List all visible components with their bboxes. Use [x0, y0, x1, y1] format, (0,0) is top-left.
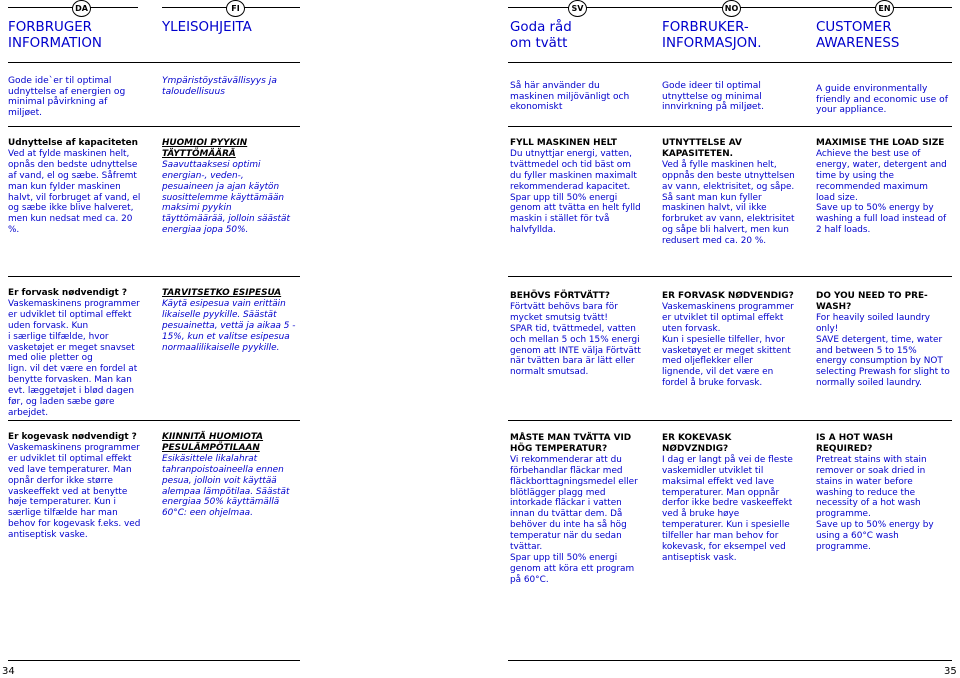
hotwash-heading-fi: KIINNITÄ HUOMIOTA PESULÄMPÖTILAAN — [162, 432, 264, 453]
hotwash-body-no: I dag er langt på vei de fleste vaskemidler utviklet til maksimal effekt ved lave temperaturer. Man oppnår derfor ikke bedre vaskeeffekt ved å bruke høye temperaturer. Kun i spesielle tilfeller har man behov for kokevask, for eksempel ved antiseptisk vask. — [662, 454, 793, 563]
hotwash-body-en: Pretreat stains with stain remover or soak dried in stains in water before washing to reduce the necessity of a hot wash programme. Save up to 50% energy by using a 60°C wash programme. — [816, 454, 934, 553]
intro-no: Gode ideer til optimal utnyttelse og minimal innvirkning på miljøet. — [662, 81, 764, 113]
prewash-heading-sv: BEHÖVS FÖRTVÄTT? — [510, 291, 610, 301]
rule-row1-right — [508, 62, 952, 63]
hotwash-section-no — [662, 433, 796, 564]
load-heading-no: UTNYTTELSE AV KAPASITETEN. — [662, 138, 742, 159]
hotwash-body-fi: Esikäsittele likalahrat tahranpoistoaineella ennen pesua, jolloin voit käyttää alempaa lämpötilaa. Säästät energiaa 50% käyttämällä 60°C: een ohjelmaa. — [162, 453, 290, 519]
intro-sv: Så här använder du maskinen miljövänligt och ekonomiskt — [510, 81, 630, 113]
prewash-heading-en: DO YOU NEED TO PRE-WASH? — [816, 291, 928, 312]
hotwash-heading-no: ER KOKEVASK NØDVZNDIG? — [662, 433, 732, 454]
load-heading-en: MAXIMISE THE LOAD SIZE — [816, 138, 945, 148]
page-number-left: 34 — [2, 666, 15, 677]
prewash-body-no: Vaskemaskinens programmer er utviklet til optimal effekt uten forvask. Kun i spesielle tilfeller, hvor vasketøyet er meget skittent med oljeflekker eller lignende, vil det være en fordel å bruke forvask. — [662, 301, 794, 389]
prewash-body-da: Vaskemaskinens programmer er udviklet til optimal effekt uden forvask. Kun i særlige tilfælde, hvor vasketøjet er meget snavset med olie pletter og lign. vil det være en fordel at benytte forvasken. Man kan evt. læggetøjet i blød dagen før, og laden sæbe gøre arbejdet. — [8, 298, 140, 418]
load-body-sv: Du utnyttjar energi, vatten, tvättmedel och tid bäst om du fyller maskinen maximalt rekommenderad kapacitet. Spar upp till 50% energi genom att tvätta en helt fylld maskin i stället för två halvfyllda. — [510, 148, 641, 236]
load-section-da — [8, 138, 146, 236]
load-body-fi: Saavuttaaksesi optimi energian-, veden-, pesuaineen ja ajan käytön suosittelemme käyttämään maksimi pyykin täyttömäärää, jolloin säästät energiaa jopa 50%. — [162, 159, 290, 236]
rule-row3-right — [508, 276, 952, 277]
load-section-sv — [510, 138, 644, 236]
rule-row2-right — [508, 126, 952, 127]
lang-badge-en: EN — [875, 0, 894, 17]
title-da: FORBRUGER INFORMATION — [8, 20, 102, 51]
prewash-section-fi — [162, 288, 298, 353]
lang-badge-no: NO — [722, 0, 741, 17]
rule-bottom-left — [8, 660, 300, 661]
page-number-right: 35 — [944, 666, 957, 677]
lang-badge-fi: FI — [226, 0, 245, 17]
hotwash-section-da — [8, 432, 146, 541]
rule-row3-left — [8, 276, 300, 277]
load-heading-da: Udnyttelse af kapaciteten — [8, 138, 138, 148]
load-body-no: Ved å fylle maskinen helt, oppnås den beste utnyttelsen av vann, elektrisitet, og såpe. Så sant man kun fyller maskinen halvt, vil ikke forbruket av vann, elektrisitet og såpe bli halvert, men kun redusert med ca. 20 %. — [662, 159, 795, 247]
hotwash-heading-sv: MÅSTE MAN TVÄTTA VID HÖG TEMPERATUR? — [510, 433, 632, 454]
prewash-heading-no: ER FORVASK NØDVENDIG? — [662, 291, 794, 301]
prewash-body-en: For heavily soiled laundry only! SAVE detergent, time, water and between 5 to 15% energy consumption by NOT selecting Prewash for slight to normally soiled laundry. — [816, 312, 950, 389]
lang-badge-sv: SV — [568, 0, 587, 17]
intro-fi: Ympäristöystävällisyys ja taloudellisuus — [162, 76, 277, 97]
hotwash-body-da: Vaskemaskinens programmer er udviklet til optimal effekt ved lave temperaturer. Man opnår derfor ikke større vaskeeffekt ved at benytte høje temperaturer. Kun i særlige tilfælde har man behov for kogevask f.eks. ved antiseptisk vaske. — [8, 442, 141, 541]
rule-row2-left — [8, 126, 300, 127]
rule-row1-left — [8, 62, 300, 63]
prewash-section-sv — [510, 291, 644, 378]
intro-da: Gode ide`er til optimal udnyttelse af energien og minimal påvirkning af miljøet. — [8, 76, 126, 119]
prewash-body-fi: Käytä esipesua vain erittäin likaiselle pyykille. Säästät pesuainetta, vettä ja aikaa 5 - 15%, kun et valitse esipesua normaalilikaiselle pyykille. — [162, 298, 296, 353]
title-fi: YLEISOHJEITA — [162, 20, 252, 35]
load-heading-sv: FYLL MASKINEN HELT — [510, 138, 617, 148]
load-body-en: Achieve the best use of energy, water, detergent and time by using the recommended maximum load size. Save up to 50% energy by washing a full load instead of 2 half loads. — [816, 148, 947, 236]
title-no: FORBRUKER- INFORMASJON. — [662, 20, 762, 51]
load-body-da: Ved at fylde maskinen helt, opnås den bedste udnyttelse af vand, el og sæbe. Såfremt man kun fylder maskinen halvt, vil forbruget af vand, el og sæbe ikke blive halveret, men kun nedsat med ca. 20 %. — [8, 148, 141, 236]
lang-badge-da: DA — [72, 0, 91, 17]
prewash-section-da — [8, 288, 146, 419]
title-sv: Goda råd om tvätt — [510, 20, 572, 51]
rule-bottom-right — [508, 660, 952, 661]
rule-row4-left — [8, 420, 300, 421]
load-heading-fi: HUOMIOI PYYKIN TÄYTTÖMÄÄRÄ — [162, 138, 248, 159]
hotwash-section-fi — [162, 432, 298, 519]
load-section-en — [816, 138, 948, 236]
prewash-body-sv: Förtvätt behövs bara för mycket smutsig tvätt! SPAR tid, tvättmedel, vatten och mellan 5 och 15% energi genom att INTE välja Förtvätt när tvätten bara är lätt eller normalt smutsad. — [510, 301, 641, 378]
prewash-heading-da: Er forvask nødvendigt ? — [8, 288, 128, 298]
hotwash-heading-en: IS A HOT WASH REQUIRED? — [816, 433, 893, 454]
prewash-section-no — [662, 291, 796, 389]
load-section-no — [662, 138, 796, 247]
load-section-fi — [162, 138, 294, 236]
prewash-heading-fi: TARVITSETKO ESIPESUA — [162, 288, 282, 298]
rule-row4-right — [508, 420, 952, 421]
prewash-section-en — [816, 291, 950, 389]
hotwash-section-en — [816, 433, 950, 553]
hotwash-heading-da: Er kogevask nødvendigt ? — [8, 432, 137, 442]
title-en: CUSTOMER AWARENESS — [816, 20, 900, 51]
hotwash-body-sv: Vi rekommenderar att du förbehandlar fläckar med fläckborttagningsmedel eller blötlägger plagg med intorkade fläckar i vatten innan du tvättar dem. Då behöver du inte ha så hög temperatur när du sedan tvättar. Spar upp till 50% energi genom att köra ett program på 60°C. — [510, 454, 638, 585]
intro-en: A guide environmentally friendly and economic use of your appliance. — [816, 84, 948, 116]
hotwash-section-sv — [510, 433, 644, 586]
